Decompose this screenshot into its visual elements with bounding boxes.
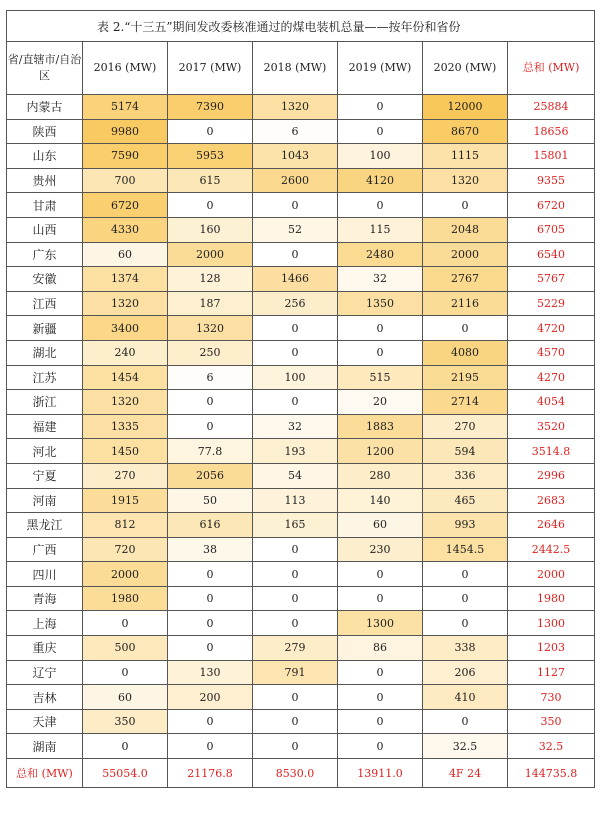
- header-year-2: 2017 (MW): [168, 42, 253, 95]
- row-total-cell: 3514.8: [508, 439, 595, 464]
- value-cell: 0: [338, 586, 423, 611]
- value-cell: 32.5: [423, 734, 508, 759]
- totals-cell: 13911.0: [338, 759, 423, 788]
- table-row: [7, 463, 595, 488]
- row-total-cell: 1127: [508, 660, 595, 685]
- table-row: [7, 439, 595, 464]
- row-total-cell: 4054: [508, 390, 595, 415]
- value-cell: 270: [83, 463, 168, 488]
- value-cell: 1466: [253, 267, 338, 292]
- value-cell: 280: [338, 463, 423, 488]
- value-cell: 1320: [253, 95, 338, 120]
- value-cell: 1320: [168, 316, 253, 341]
- value-cell: 0: [253, 193, 338, 218]
- value-cell: 0: [83, 660, 168, 685]
- value-cell: 615: [168, 168, 253, 193]
- row-total-cell: 5229: [508, 291, 595, 316]
- province-cell: 河南: [7, 488, 83, 513]
- value-cell: 0: [338, 685, 423, 710]
- value-cell: 8670: [423, 119, 508, 144]
- value-cell: 0: [253, 562, 338, 587]
- province-cell: 四川: [7, 562, 83, 587]
- value-cell: 2000: [83, 562, 168, 587]
- province-cell: 浙江: [7, 390, 83, 415]
- value-cell: 240: [83, 340, 168, 365]
- value-cell: 77.8: [168, 439, 253, 464]
- value-cell: 60: [338, 513, 423, 538]
- value-cell: 5953: [168, 144, 253, 169]
- value-cell: 20: [338, 390, 423, 415]
- table-row: [7, 291, 595, 316]
- value-cell: 230: [338, 537, 423, 562]
- table-row: [7, 488, 595, 513]
- value-cell: 594: [423, 439, 508, 464]
- value-cell: 0: [253, 242, 338, 267]
- coal-capacity-table: [6, 10, 595, 788]
- value-cell: 193: [253, 439, 338, 464]
- value-cell: 0: [253, 390, 338, 415]
- row-total-cell: 32.5: [508, 734, 595, 759]
- value-cell: 32: [253, 414, 338, 439]
- header-province: 省/直辖市/自治区: [7, 42, 83, 95]
- value-cell: 0: [338, 734, 423, 759]
- province-cell: 新疆: [7, 316, 83, 341]
- province-cell: 重庆: [7, 636, 83, 661]
- value-cell: 791: [253, 660, 338, 685]
- value-cell: 113: [253, 488, 338, 513]
- totals-cell: 4F 24: [423, 759, 508, 788]
- value-cell: 0: [338, 660, 423, 685]
- value-cell: 0: [423, 586, 508, 611]
- table-row: [7, 390, 595, 415]
- value-cell: 1320: [83, 390, 168, 415]
- value-cell: 0: [168, 390, 253, 415]
- value-cell: 206: [423, 660, 508, 685]
- value-cell: 128: [168, 267, 253, 292]
- table-row: [7, 144, 595, 169]
- table-body: [7, 95, 595, 759]
- value-cell: 12000: [423, 95, 508, 120]
- value-cell: 1350: [338, 291, 423, 316]
- value-cell: 1883: [338, 414, 423, 439]
- value-cell: 0: [423, 709, 508, 734]
- value-cell: 0: [423, 316, 508, 341]
- row-total-cell: 6705: [508, 217, 595, 242]
- table-row: [7, 611, 595, 636]
- value-cell: 0: [253, 340, 338, 365]
- value-cell: 0: [168, 636, 253, 661]
- value-cell: 2767: [423, 267, 508, 292]
- province-cell: 天津: [7, 709, 83, 734]
- value-cell: 0: [168, 734, 253, 759]
- value-cell: 0: [253, 586, 338, 611]
- value-cell: 1335: [83, 414, 168, 439]
- value-cell: 5174: [83, 95, 168, 120]
- value-cell: 54: [253, 463, 338, 488]
- header-year-4: 2019 (MW): [338, 42, 423, 95]
- value-cell: 0: [338, 340, 423, 365]
- value-cell: 0: [168, 586, 253, 611]
- value-cell: 2116: [423, 291, 508, 316]
- value-cell: 0: [253, 537, 338, 562]
- value-cell: 0: [338, 119, 423, 144]
- row-total-cell: 6720: [508, 193, 595, 218]
- row-total-cell: 18656: [508, 119, 595, 144]
- value-cell: 256: [253, 291, 338, 316]
- row-total-cell: 2683: [508, 488, 595, 513]
- row-total-cell: 1300: [508, 611, 595, 636]
- province-cell: 内蒙古: [7, 95, 83, 120]
- table-row: [7, 316, 595, 341]
- row-total-cell: 4270: [508, 365, 595, 390]
- value-cell: 0: [83, 611, 168, 636]
- province-cell: 陕西: [7, 119, 83, 144]
- table-row: [7, 193, 595, 218]
- value-cell: 0: [338, 709, 423, 734]
- value-cell: 0: [168, 119, 253, 144]
- value-cell: 38: [168, 537, 253, 562]
- province-cell: 河北: [7, 439, 83, 464]
- table-row: [7, 734, 595, 759]
- province-cell: 江西: [7, 291, 83, 316]
- value-cell: 2480: [338, 242, 423, 267]
- value-cell: 1374: [83, 267, 168, 292]
- province-cell: 湖北: [7, 340, 83, 365]
- value-cell: 993: [423, 513, 508, 538]
- table-row: [7, 709, 595, 734]
- value-cell: 4120: [338, 168, 423, 193]
- value-cell: 515: [338, 365, 423, 390]
- value-cell: 6720: [83, 193, 168, 218]
- province-cell: 宁夏: [7, 463, 83, 488]
- value-cell: 410: [423, 685, 508, 710]
- row-total-cell: 2996: [508, 463, 595, 488]
- value-cell: 465: [423, 488, 508, 513]
- row-total-cell: 2646: [508, 513, 595, 538]
- value-cell: 1200: [338, 439, 423, 464]
- value-cell: 250: [168, 340, 253, 365]
- value-cell: 0: [168, 193, 253, 218]
- table-row: [7, 217, 595, 242]
- row-total-cell: 730: [508, 685, 595, 710]
- value-cell: 1980: [83, 586, 168, 611]
- value-cell: 130: [168, 660, 253, 685]
- table-row: [7, 513, 595, 538]
- table-row: [7, 636, 595, 661]
- value-cell: 0: [168, 611, 253, 636]
- table-container: [6, 10, 594, 788]
- value-cell: 0: [423, 193, 508, 218]
- value-cell: 52: [253, 217, 338, 242]
- value-cell: 1115: [423, 144, 508, 169]
- table-row: [7, 586, 595, 611]
- value-cell: 1454: [83, 365, 168, 390]
- table-row: [7, 365, 595, 390]
- value-cell: 2195: [423, 365, 508, 390]
- value-cell: 100: [338, 144, 423, 169]
- value-cell: 6: [253, 119, 338, 144]
- value-cell: 270: [423, 414, 508, 439]
- value-cell: 7590: [83, 144, 168, 169]
- header-row: [7, 42, 595, 95]
- province-cell: 青海: [7, 586, 83, 611]
- row-total-cell: 6540: [508, 242, 595, 267]
- province-cell: 山西: [7, 217, 83, 242]
- row-total-cell: 4720: [508, 316, 595, 341]
- province-cell: 山东: [7, 144, 83, 169]
- row-total-cell: 9355: [508, 168, 595, 193]
- row-total-cell: 4570: [508, 340, 595, 365]
- table-row: [7, 340, 595, 365]
- value-cell: 60: [83, 242, 168, 267]
- value-cell: 0: [168, 709, 253, 734]
- value-cell: 0: [338, 95, 423, 120]
- value-cell: 1450: [83, 439, 168, 464]
- header-year-3: 2018 (MW): [253, 42, 338, 95]
- value-cell: 9980: [83, 119, 168, 144]
- value-cell: 1915: [83, 488, 168, 513]
- value-cell: 115: [338, 217, 423, 242]
- totals-row: [7, 759, 595, 788]
- value-cell: 279: [253, 636, 338, 661]
- header-year-1: 2016 (MW): [83, 42, 168, 95]
- value-cell: 0: [83, 734, 168, 759]
- value-cell: 1454.5: [423, 537, 508, 562]
- totals-cell: 55054.0: [83, 759, 168, 788]
- value-cell: 2600: [253, 168, 338, 193]
- row-total-cell: 2442.5: [508, 537, 595, 562]
- value-cell: 160: [168, 217, 253, 242]
- table-row: [7, 414, 595, 439]
- value-cell: 0: [253, 685, 338, 710]
- value-cell: 60: [83, 685, 168, 710]
- value-cell: 1043: [253, 144, 338, 169]
- value-cell: 100: [253, 365, 338, 390]
- value-cell: 187: [168, 291, 253, 316]
- header-total: 总和 (MW): [508, 42, 595, 95]
- value-cell: 0: [168, 414, 253, 439]
- value-cell: 500: [83, 636, 168, 661]
- totals-cell: 144735.8: [508, 759, 595, 788]
- row-total-cell: 25884: [508, 95, 595, 120]
- value-cell: 0: [423, 611, 508, 636]
- table-row: [7, 95, 595, 120]
- totals-cell: 21176.8: [168, 759, 253, 788]
- value-cell: 0: [253, 709, 338, 734]
- province-cell: 湖南: [7, 734, 83, 759]
- value-cell: 616: [168, 513, 253, 538]
- value-cell: 720: [83, 537, 168, 562]
- value-cell: 0: [253, 734, 338, 759]
- value-cell: 140: [338, 488, 423, 513]
- value-cell: 1320: [83, 291, 168, 316]
- row-total-cell: 350: [508, 709, 595, 734]
- table-row: [7, 660, 595, 685]
- value-cell: 2056: [168, 463, 253, 488]
- table-row: [7, 168, 595, 193]
- row-total-cell: 3520: [508, 414, 595, 439]
- province-cell: 辽宁: [7, 660, 83, 685]
- province-cell: 安徽: [7, 267, 83, 292]
- value-cell: 350: [83, 709, 168, 734]
- province-cell: 黑龙江: [7, 513, 83, 538]
- totals-label: 总和 (MW): [7, 759, 83, 788]
- value-cell: 1300: [338, 611, 423, 636]
- value-cell: 812: [83, 513, 168, 538]
- province-cell: 甘肃: [7, 193, 83, 218]
- value-cell: 200: [168, 685, 253, 710]
- province-cell: 上海: [7, 611, 83, 636]
- value-cell: 336: [423, 463, 508, 488]
- table-row: [7, 119, 595, 144]
- row-total-cell: 1203: [508, 636, 595, 661]
- value-cell: 0: [423, 562, 508, 587]
- value-cell: 0: [338, 316, 423, 341]
- value-cell: 165: [253, 513, 338, 538]
- value-cell: 2000: [168, 242, 253, 267]
- row-total-cell: 15801: [508, 144, 595, 169]
- value-cell: 50: [168, 488, 253, 513]
- province-cell: 广西: [7, 537, 83, 562]
- value-cell: 700: [83, 168, 168, 193]
- totals-cell: 8530.0: [253, 759, 338, 788]
- value-cell: 6: [168, 365, 253, 390]
- value-cell: 0: [253, 611, 338, 636]
- value-cell: 0: [168, 562, 253, 587]
- province-cell: 吉林: [7, 685, 83, 710]
- table-row: [7, 242, 595, 267]
- table-row: [7, 267, 595, 292]
- table-row: [7, 685, 595, 710]
- value-cell: 0: [253, 316, 338, 341]
- value-cell: 2048: [423, 217, 508, 242]
- row-total-cell: 1980: [508, 586, 595, 611]
- value-cell: 338: [423, 636, 508, 661]
- value-cell: 4330: [83, 217, 168, 242]
- value-cell: 4080: [423, 340, 508, 365]
- table-row: [7, 562, 595, 587]
- value-cell: 7390: [168, 95, 253, 120]
- value-cell: 1320: [423, 168, 508, 193]
- value-cell: 3400: [83, 316, 168, 341]
- table-title: 表 2.“十三五”期间发改委核准通过的煤电装机总量——按年份和省份: [7, 11, 595, 42]
- value-cell: 86: [338, 636, 423, 661]
- value-cell: 0: [338, 562, 423, 587]
- value-cell: 2000: [423, 242, 508, 267]
- row-total-cell: 5767: [508, 267, 595, 292]
- header-year-5: 2020 (MW): [423, 42, 508, 95]
- province-cell: 福建: [7, 414, 83, 439]
- value-cell: 2714: [423, 390, 508, 415]
- value-cell: 0: [338, 193, 423, 218]
- province-cell: 江苏: [7, 365, 83, 390]
- table-row: [7, 537, 595, 562]
- value-cell: 32: [338, 267, 423, 292]
- province-cell: 贵州: [7, 168, 83, 193]
- row-total-cell: 2000: [508, 562, 595, 587]
- province-cell: 广东: [7, 242, 83, 267]
